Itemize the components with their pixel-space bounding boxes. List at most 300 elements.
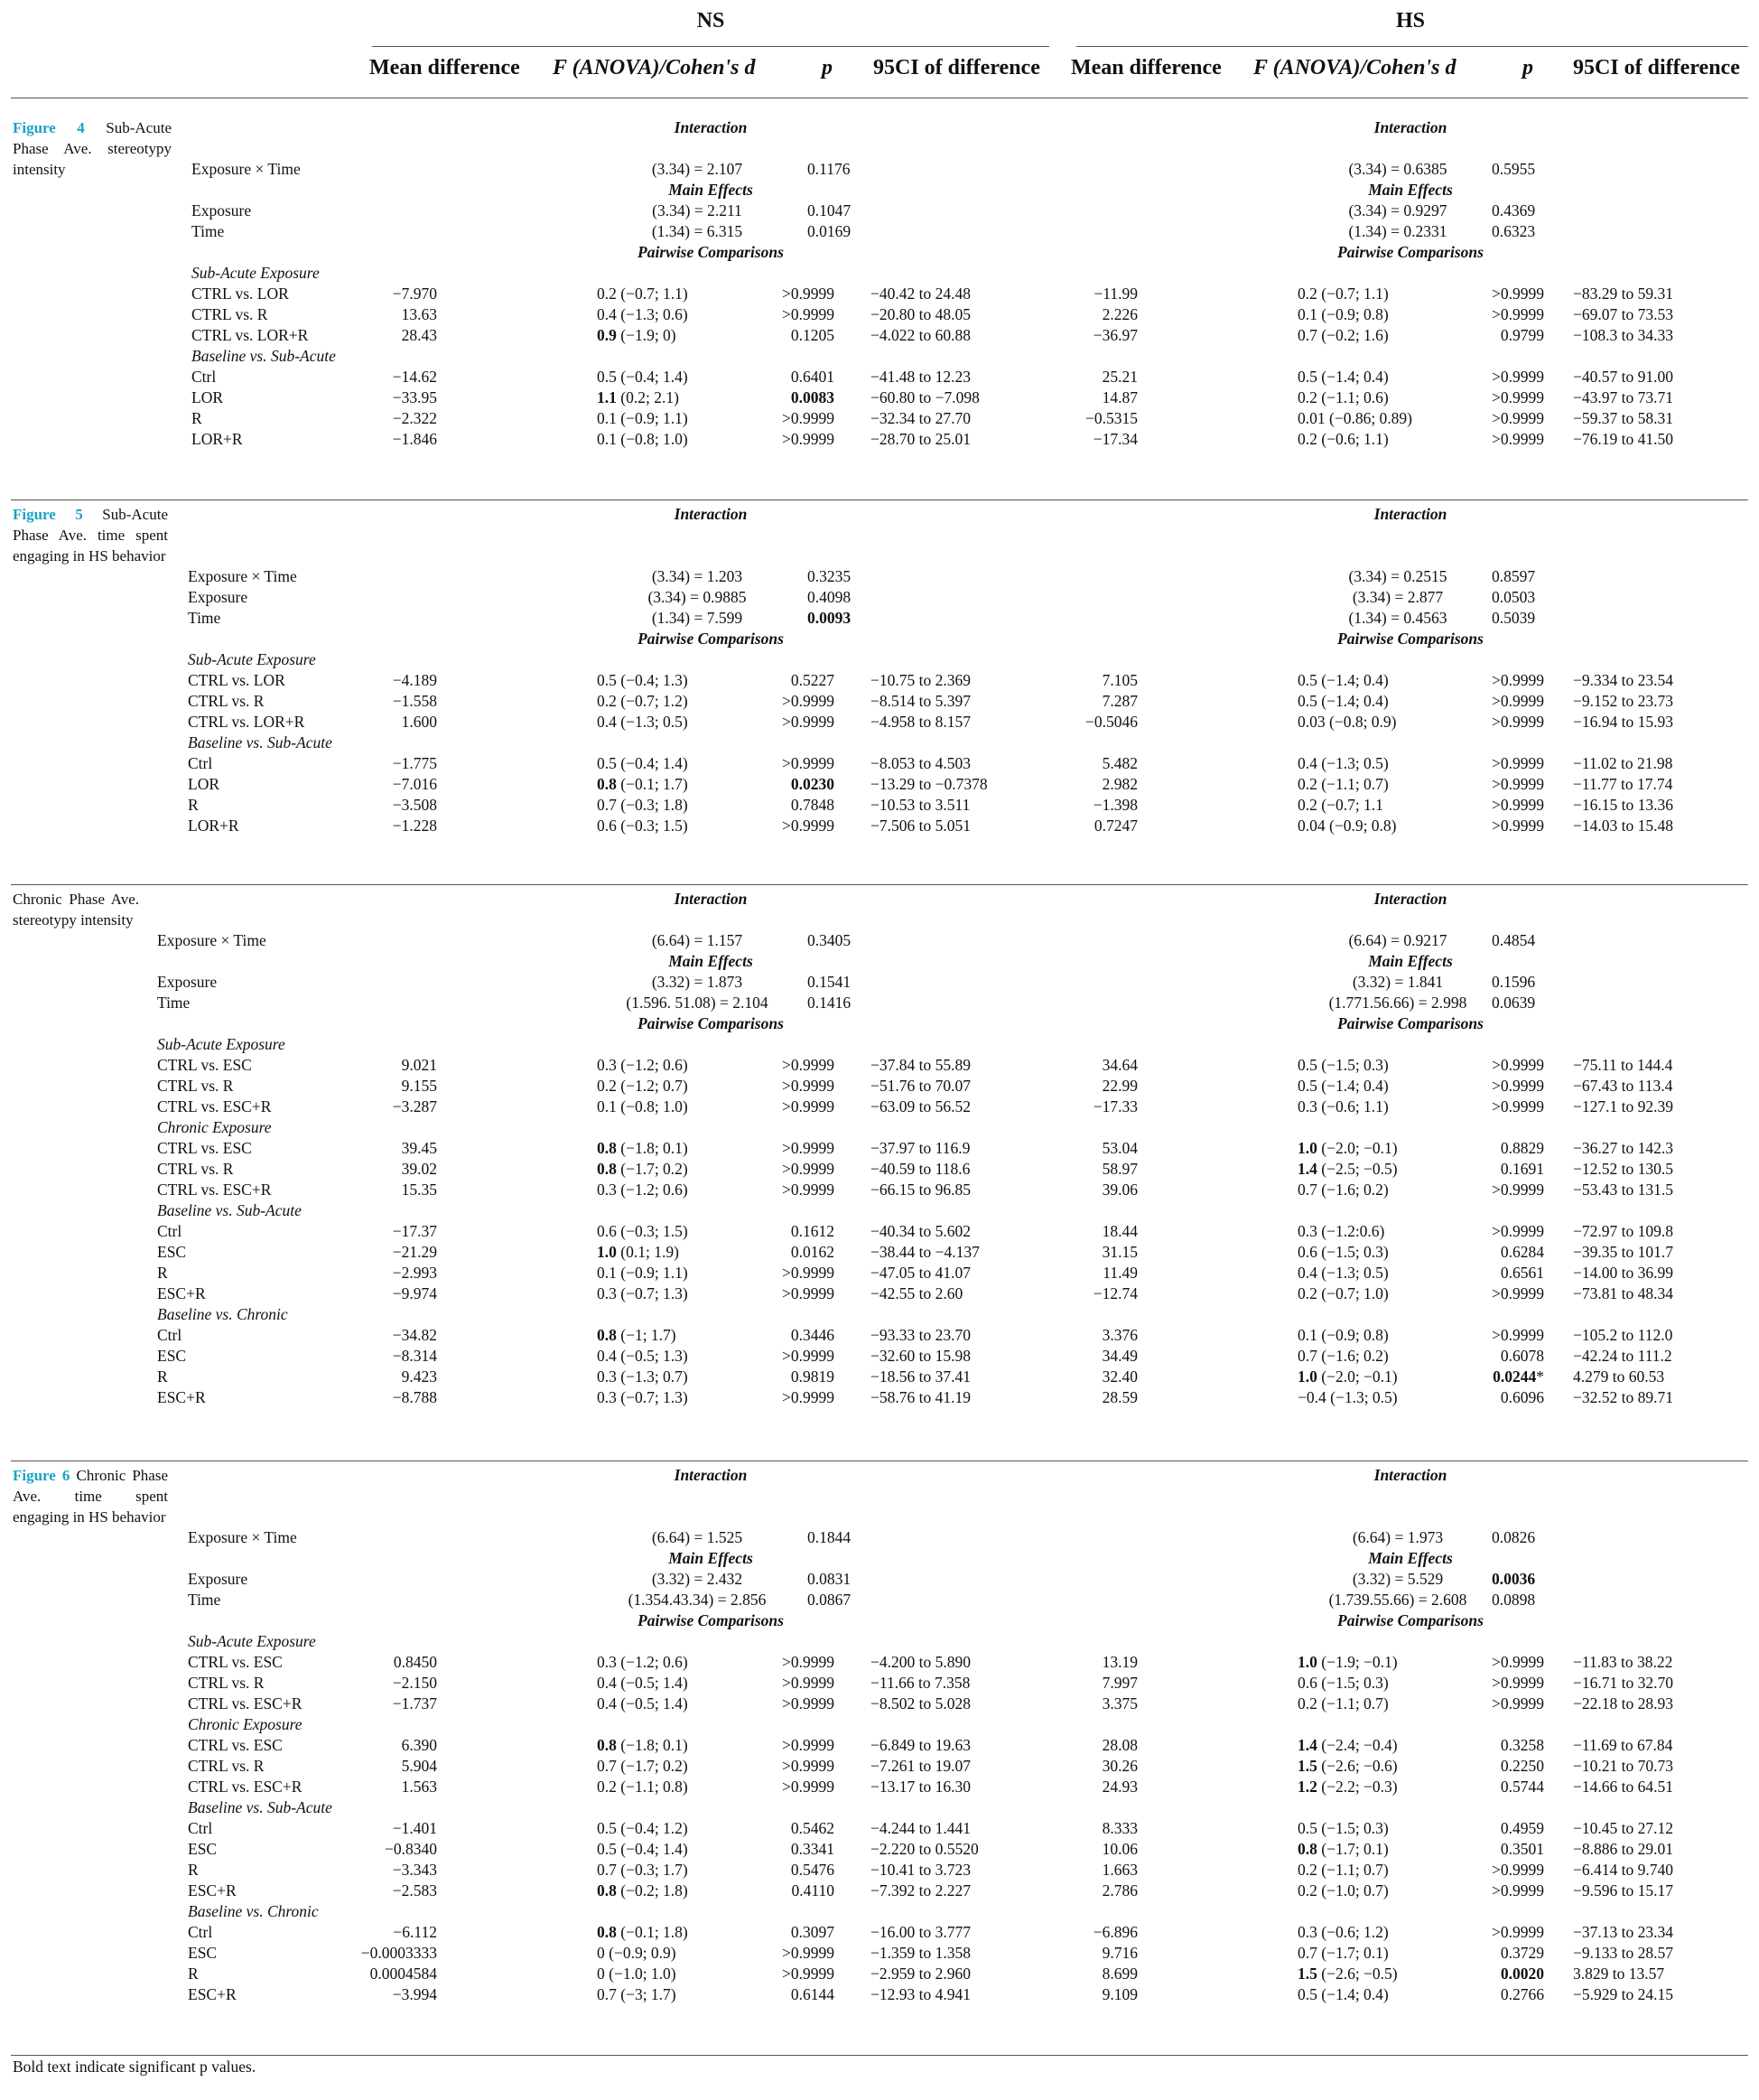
hs-p-value xyxy=(1492,608,1575,629)
ns-subheading: Interaction xyxy=(674,1466,748,1484)
ns-p-text: 0.1844 xyxy=(807,1528,852,1546)
ns-mean-diff: 1.563 xyxy=(401,1778,437,1796)
hs-p-text: >0.9999 xyxy=(1492,1222,1544,1240)
hs-p-value xyxy=(1492,566,1575,587)
ns-p-text: 0.6144 xyxy=(790,1985,834,2003)
ns-rule xyxy=(372,46,1049,47)
ns-subheading: Main Effects xyxy=(668,181,753,199)
table-row xyxy=(11,1486,1748,1507)
hs-p-text: 0.0826 xyxy=(1492,1528,1536,1546)
hs-f-value xyxy=(1298,1387,1398,1408)
hs-f-value xyxy=(1298,1694,1389,1714)
ns-mean-diff: −17.37 xyxy=(392,1222,437,1240)
table-row xyxy=(11,221,1748,242)
row-label: LOR xyxy=(188,775,219,793)
hs-ci: −59.37 to 58.31 xyxy=(1573,409,1673,427)
row-label: Ctrl xyxy=(188,1923,213,1941)
ns-f-bold: 0.8 xyxy=(597,1736,617,1754)
ns-f-value xyxy=(597,1159,688,1180)
hs-p-mark: * xyxy=(1536,1367,1544,1386)
hs-f-bold: 1.5 xyxy=(1298,1757,1317,1775)
hs-ci: −6.414 to 9.740 xyxy=(1573,1861,1673,1879)
ns-header: NS xyxy=(696,9,725,33)
subheading-row xyxy=(11,117,1748,138)
hs-mean-diff: 32.40 xyxy=(1102,1367,1138,1386)
hs-mean-diff: 9.109 xyxy=(1102,1985,1138,2003)
hs-mean-diff: 58.97 xyxy=(1102,1160,1138,1178)
ns-f-value xyxy=(597,408,688,429)
hs-f-bold: 1.4 xyxy=(1298,1160,1317,1178)
ns-p-value xyxy=(762,1055,834,1076)
table-row xyxy=(11,1527,1748,1548)
ns-p-text: >0.9999 xyxy=(782,409,834,427)
ns-f-value xyxy=(597,1097,688,1117)
table-row xyxy=(11,1673,1748,1694)
ns-f-value xyxy=(597,1346,688,1367)
hs-f-value xyxy=(1298,1325,1389,1346)
hs-p-value xyxy=(1461,1346,1544,1367)
hs-f-text: (1.739.55.66) = 2.608 xyxy=(1328,1591,1467,1609)
ns-f-value xyxy=(597,1263,688,1283)
table-row xyxy=(11,201,1748,221)
hs-p-value xyxy=(1461,408,1544,429)
ns-mean-diff: −33.95 xyxy=(392,388,437,406)
table-section xyxy=(11,116,1748,502)
ns-f-value xyxy=(597,1242,679,1263)
ns-mean-diff: −0.0003333 xyxy=(360,1944,437,1962)
hs-p-value xyxy=(1461,753,1544,774)
ns-f-text: (3.32) = 2.432 xyxy=(651,1570,743,1588)
hs-subheading: Interaction xyxy=(1373,118,1447,136)
hs-p-text: >0.9999 xyxy=(1492,1923,1544,1941)
hs-p-text: 0.4959 xyxy=(1500,1819,1544,1837)
row-label: Time xyxy=(188,1591,221,1609)
hs-f-text: (1.34) = 0.2331 xyxy=(1348,222,1447,240)
hs-f-text: (6.64) = 0.9217 xyxy=(1348,931,1447,949)
ns-p-value xyxy=(762,325,834,346)
ns-subheading: Main Effects xyxy=(668,1549,753,1567)
subheading-row xyxy=(11,242,1748,263)
hs-f-text: (3.34) = 0.2515 xyxy=(1348,567,1447,585)
ns-f-value xyxy=(597,753,688,774)
row-label: ESC xyxy=(188,1944,218,1962)
row-label: CTRL vs. ESC+R xyxy=(157,1097,272,1115)
ns-p-text: 0.1612 xyxy=(790,1222,834,1240)
table-row xyxy=(11,1839,1748,1860)
group-label: Baseline vs. Sub-Acute xyxy=(188,1798,332,1816)
hs-p-value xyxy=(1461,1138,1544,1159)
hs-ci: −16.15 to 13.36 xyxy=(1573,796,1673,814)
ns-mean-diff: 9.155 xyxy=(401,1077,437,1095)
ns-subheading: Pairwise Comparisons xyxy=(638,243,784,261)
hs-subheading: Pairwise Comparisons xyxy=(1337,630,1484,648)
hs-ci: −42.24 to 111.2 xyxy=(1573,1347,1672,1365)
ns-p-text: >0.9999 xyxy=(782,1965,834,1983)
hs-p-text: 0.1596 xyxy=(1492,973,1536,991)
hs-ci: −10.45 to 27.12 xyxy=(1573,1819,1673,1837)
hs-mean-diff: −12.74 xyxy=(1093,1284,1138,1302)
ns-ci: −13.17 to 16.30 xyxy=(870,1778,971,1796)
hs-p-value xyxy=(1461,1673,1544,1694)
table-row xyxy=(11,159,1748,180)
hs-p-bold: 0.0036 xyxy=(1492,1570,1536,1588)
ns-mean-diff: −3.994 xyxy=(392,1985,437,2003)
hs-p-text: 0.0898 xyxy=(1492,1591,1536,1609)
ns-f-value xyxy=(597,387,679,408)
ns-f-text: 0.4 (−0.5; 1.4) xyxy=(597,1674,688,1692)
hs-p-text: >0.9999 xyxy=(1492,1181,1544,1199)
hs-p-value xyxy=(1461,325,1544,346)
ns-p-value xyxy=(762,1242,834,1263)
ns-f-value xyxy=(626,993,768,1013)
hs-f-text: 0.3 (−0.6; 1.1) xyxy=(1298,1097,1389,1115)
section-title: Chronic Phase Ave. time spent engaging in HS behavior xyxy=(13,1467,168,1526)
ns-p-value xyxy=(762,1735,834,1756)
ns-f-text: 0.3 (−1.2; 0.6) xyxy=(597,1181,688,1199)
hs-p-value xyxy=(1461,1076,1544,1097)
hs-p-text: >0.9999 xyxy=(1492,1861,1544,1879)
hs-f-value xyxy=(1348,221,1447,242)
ns-ci: −7.261 to 19.07 xyxy=(870,1757,971,1775)
ns-f-value xyxy=(628,1590,767,1610)
table-row xyxy=(11,1922,1748,1943)
col-f-hs: F (ANOVA)/Cohen's d xyxy=(1253,56,1457,79)
hs-p-text: 0.6078 xyxy=(1500,1347,1544,1365)
ns-p-value xyxy=(807,566,880,587)
ns-p-text: >0.9999 xyxy=(782,1181,834,1199)
col-ci-ns: 95CI of difference xyxy=(873,56,1040,79)
hs-ci: −11.77 to 17.74 xyxy=(1573,775,1673,793)
group-row xyxy=(11,1714,1748,1735)
hs-p-value xyxy=(1461,1922,1544,1943)
ns-mean-diff: −21.29 xyxy=(392,1243,437,1261)
group-label: Sub-Acute Exposure xyxy=(157,1035,285,1053)
ns-mean-diff: −34.82 xyxy=(392,1326,437,1344)
row-label: Ctrl xyxy=(188,1819,213,1837)
hs-p-value xyxy=(1461,1652,1544,1673)
group-label: Chronic Exposure xyxy=(188,1715,302,1733)
hs-p-value xyxy=(1461,1839,1544,1860)
row-label: CTRL vs. R xyxy=(157,1160,234,1178)
ns-f-value xyxy=(597,1387,688,1408)
ns-f-value xyxy=(597,1180,688,1200)
ns-mean-diff: −1.846 xyxy=(392,430,437,448)
row-label: R xyxy=(157,1264,168,1282)
hs-p-value xyxy=(1492,221,1575,242)
hs-mean-diff: 14.87 xyxy=(1102,388,1138,406)
ns-mean-diff: −1.775 xyxy=(392,754,437,772)
ns-p-value xyxy=(762,670,834,691)
hs-f-text: 0.5 (−1.4; 0.4) xyxy=(1298,671,1389,689)
hs-p-value xyxy=(1461,1694,1544,1714)
ns-p-value xyxy=(762,1387,834,1408)
hs-f-text: −0.4 (−1.3; 0.5) xyxy=(1298,1388,1398,1406)
hs-p-value xyxy=(1492,993,1575,1013)
hs-mean-diff: −36.97 xyxy=(1093,326,1138,344)
figure-link: Figure 6 xyxy=(13,1467,70,1484)
ns-p-text: 0.0169 xyxy=(807,222,852,240)
hs-p-value xyxy=(1461,1055,1544,1076)
hs-p-text: >0.9999 xyxy=(1492,305,1544,323)
ns-f-text: 0.3 (−0.7; 1.3) xyxy=(597,1284,688,1302)
hs-p-text: >0.9999 xyxy=(1492,409,1544,427)
hs-ci: −11.83 to 38.22 xyxy=(1573,1653,1673,1671)
subheading-row xyxy=(11,1548,1748,1569)
row-label: ESC+R xyxy=(157,1388,206,1406)
table-row xyxy=(11,753,1748,774)
hs-header: HS xyxy=(1395,9,1426,33)
hs-ci: −43.97 to 73.71 xyxy=(1573,388,1673,406)
hs-f-text: 0.6 (−1.5; 0.3) xyxy=(1298,1243,1389,1261)
hs-p-value xyxy=(1461,1881,1544,1901)
ns-p-value xyxy=(762,1138,834,1159)
col-p-ns: p xyxy=(822,56,833,79)
ns-p-value xyxy=(762,1263,834,1283)
hs-p-text: >0.9999 xyxy=(1492,796,1544,814)
group-label: Baseline vs. Sub-Acute xyxy=(157,1201,302,1219)
ns-f-text: 0.3 (−0.7; 1.3) xyxy=(597,1388,688,1406)
group-label: Baseline vs. Sub-Acute xyxy=(188,733,332,751)
ns-f-text: 0.7 (−1.7; 0.2) xyxy=(597,1757,688,1775)
hs-mean-diff: 10.06 xyxy=(1102,1840,1138,1858)
ns-f-value xyxy=(597,429,688,450)
hs-f-value xyxy=(1298,1756,1398,1777)
ns-f-text: (6.64) = 1.525 xyxy=(651,1528,743,1546)
hs-p-bold: 0.0020 xyxy=(1500,1965,1544,1983)
ns-mean-diff: 9.021 xyxy=(401,1056,437,1074)
hs-p-text: >0.9999 xyxy=(1492,817,1544,835)
table-row xyxy=(11,1964,1748,1984)
ns-mean-diff: −1.558 xyxy=(392,692,437,710)
hs-ci: −9.596 to 15.17 xyxy=(1573,1881,1673,1899)
hs-subheading: Main Effects xyxy=(1368,1549,1453,1567)
ns-p-text: >0.9999 xyxy=(782,1736,834,1754)
subheading-row xyxy=(11,504,1748,525)
table-row xyxy=(11,1346,1748,1367)
ns-p-value xyxy=(762,1367,834,1387)
ns-p-text: 0.1541 xyxy=(807,973,852,991)
hs-p-text: >0.9999 xyxy=(1492,1881,1544,1899)
table-row xyxy=(11,587,1748,608)
ns-f-text: (−0.2; 1.8) xyxy=(616,1881,688,1899)
hs-f-value xyxy=(1329,993,1467,1013)
group-row xyxy=(11,1797,1748,1818)
hs-mean-diff: −6.896 xyxy=(1093,1923,1138,1941)
hs-mean-diff: 5.482 xyxy=(1102,754,1138,772)
row-label: CTRL vs. LOR xyxy=(191,285,289,303)
hs-ci: −105.2 to 112.0 xyxy=(1573,1326,1673,1344)
ns-p-text: 0.7848 xyxy=(790,796,834,814)
ns-ci: −40.42 to 24.48 xyxy=(870,285,971,303)
hs-mean-diff: 31.15 xyxy=(1102,1243,1138,1261)
ns-f-value xyxy=(597,1735,688,1756)
ns-f-text: 0.5 (−0.4; 1.4) xyxy=(597,754,688,772)
group-row xyxy=(11,1034,1748,1055)
hs-f-text: 0.4 (−1.3; 0.5) xyxy=(1298,1264,1389,1282)
hs-p-value xyxy=(1492,1590,1575,1610)
ns-ci: −4.958 to 8.157 xyxy=(870,713,971,731)
ns-f-value xyxy=(652,566,742,587)
hs-f-value xyxy=(1298,1159,1398,1180)
hs-f-text: 0.2 (−1.1; 0.7) xyxy=(1298,775,1389,793)
ns-mean-diff: −2.322 xyxy=(392,409,437,427)
ns-p-text: 0.4098 xyxy=(807,588,852,606)
ns-f-value xyxy=(597,1922,688,1943)
hs-f-value xyxy=(1348,159,1447,180)
hs-f-value xyxy=(1298,712,1397,733)
ns-p-text: >0.9999 xyxy=(782,1653,834,1671)
group-row xyxy=(11,263,1748,284)
hs-p-value xyxy=(1492,1527,1575,1548)
table-row xyxy=(11,1159,1748,1180)
hs-mean-diff: 7.997 xyxy=(1102,1674,1138,1692)
ns-f-text: 0.6 (−0.3; 1.5) xyxy=(597,1222,688,1240)
ns-mean-diff: 28.43 xyxy=(401,326,437,344)
ns-f-text: (0.2; 2.1) xyxy=(616,388,679,406)
hs-f-text: 0.2 (−1.0; 0.7) xyxy=(1298,1881,1389,1899)
hs-p-value xyxy=(1461,1367,1544,1387)
figure-link: Figure 4 xyxy=(13,119,85,136)
hs-p-value xyxy=(1461,284,1544,304)
ns-ci: −93.33 to 23.70 xyxy=(870,1326,971,1344)
subheading-row xyxy=(11,951,1748,972)
hs-p-value xyxy=(1461,1242,1544,1263)
hs-mean-diff: 7.105 xyxy=(1102,671,1138,689)
footnote: Bold text indicate significant p values. xyxy=(13,2058,256,2076)
table-page xyxy=(11,7,1748,2094)
ns-f-text: (1.34) = 6.315 xyxy=(651,222,743,240)
hs-p-text: 0.9799 xyxy=(1500,326,1544,344)
hs-p-text: 0.4369 xyxy=(1492,201,1536,219)
ns-p-value xyxy=(762,429,834,450)
table-row xyxy=(11,367,1748,387)
ns-mean-diff: 39.45 xyxy=(401,1139,437,1157)
ns-f-bold: 1.1 xyxy=(597,388,617,406)
ns-p-text: 0.3446 xyxy=(790,1326,834,1344)
ns-mean-diff: −1.737 xyxy=(392,1694,437,1713)
ns-p-value xyxy=(762,1756,834,1777)
hs-p-text: 0.4854 xyxy=(1492,931,1536,949)
row-label: CTRL vs. ESC xyxy=(157,1056,252,1074)
hs-f-text: 0.5 (−1.4; 0.4) xyxy=(1298,1077,1389,1095)
ns-p-text: 0.5462 xyxy=(790,1819,834,1837)
hs-p-value xyxy=(1461,1756,1544,1777)
ns-f-text: 0.7 (−0.3; 1.8) xyxy=(597,796,688,814)
table-row xyxy=(11,546,1748,566)
ns-p-text: 0.9819 xyxy=(790,1367,834,1386)
hs-subheading: Pairwise Comparisons xyxy=(1337,1014,1484,1032)
hs-f-text: (3.32) = 1.841 xyxy=(1352,973,1444,991)
ns-p-text: 0.3405 xyxy=(807,931,852,949)
ns-p-text: >0.9999 xyxy=(782,1139,834,1157)
hs-mean-diff: 8.333 xyxy=(1102,1819,1138,1837)
table-row xyxy=(11,1283,1748,1304)
ns-p-value xyxy=(762,1881,834,1901)
ns-p-text: >0.9999 xyxy=(782,1264,834,1282)
table-row xyxy=(11,1263,1748,1283)
hs-f-text: (−2.4; −0.4) xyxy=(1317,1736,1398,1754)
hs-f-value xyxy=(1298,1076,1389,1097)
ns-p-value xyxy=(807,972,880,993)
ns-f-text: 0 (−0.9; 0.9) xyxy=(597,1944,676,1962)
ns-ci: −10.41 to 3.723 xyxy=(870,1861,971,1879)
row-label: ESC+R xyxy=(157,1284,206,1302)
ns-p-value xyxy=(762,1860,834,1881)
ns-mean-diff: 6.390 xyxy=(401,1736,437,1754)
hs-f-text: (1.34) = 0.4563 xyxy=(1348,609,1447,627)
row-label: R xyxy=(188,1965,199,1983)
ns-f-value xyxy=(597,1076,688,1097)
hs-p-value xyxy=(1461,1097,1544,1117)
subheading-row xyxy=(11,180,1748,201)
row-label: Ctrl xyxy=(157,1222,182,1240)
hs-f-text: (−2.0; −0.1) xyxy=(1317,1367,1398,1386)
hs-ci: −76.19 to 41.50 xyxy=(1573,430,1673,448)
hs-f-text: 0.2 (−1.1; 0.7) xyxy=(1298,1694,1389,1713)
row-label: CTRL vs. ESC+R xyxy=(188,1694,302,1713)
ns-f-value xyxy=(597,325,676,346)
ns-ci: −1.359 to 1.358 xyxy=(870,1944,971,1962)
hs-p-value xyxy=(1492,159,1575,180)
ns-p-value xyxy=(762,1325,834,1346)
hs-f-bold: 1.2 xyxy=(1298,1778,1317,1796)
ns-f-value xyxy=(652,972,742,993)
hs-f-value xyxy=(1348,566,1447,587)
hs-f-value xyxy=(1353,587,1443,608)
hs-p-value xyxy=(1461,1283,1544,1304)
hs-f-value xyxy=(1298,1943,1389,1964)
ns-f-value xyxy=(597,1138,688,1159)
ns-p-value xyxy=(762,1673,834,1694)
hs-f-bold: 1.0 xyxy=(1298,1367,1317,1386)
hs-mean-diff: 34.49 xyxy=(1102,1347,1138,1365)
hs-f-text: (1.771.56.66) = 2.998 xyxy=(1328,994,1467,1012)
hs-p-value xyxy=(1461,387,1544,408)
ns-f-value xyxy=(597,1839,688,1860)
ns-mean-diff: 1.600 xyxy=(401,713,437,731)
hs-f-text: 0.5 (−1.4; 0.4) xyxy=(1298,368,1389,386)
figure-link: Figure 5 xyxy=(13,506,83,523)
hs-ci: −73.81 to 48.34 xyxy=(1573,1284,1673,1302)
row-label: Exposure xyxy=(188,1570,248,1588)
hs-p-text: 0.3729 xyxy=(1500,1944,1544,1962)
hs-p-text: >0.9999 xyxy=(1492,1326,1544,1344)
hs-p-value xyxy=(1461,712,1544,733)
ns-p-value xyxy=(762,1159,834,1180)
ns-f-value xyxy=(652,1569,742,1590)
ns-ci: −47.05 to 41.07 xyxy=(870,1264,971,1282)
hs-p-value xyxy=(1461,304,1544,325)
group-row xyxy=(11,733,1748,753)
table-row xyxy=(11,1652,1748,1673)
hs-p-text: >0.9999 xyxy=(1492,388,1544,406)
ns-p-value xyxy=(762,408,834,429)
ns-p-bold: 0.0230 xyxy=(790,775,834,793)
table-row xyxy=(11,1860,1748,1881)
hs-ci: −9.334 to 23.54 xyxy=(1573,671,1673,689)
hs-p-text: >0.9999 xyxy=(1492,1097,1544,1115)
ns-f-text: 0.7 (−0.3; 1.7) xyxy=(597,1861,688,1879)
ns-p-text: 0.4110 xyxy=(791,1881,834,1899)
ns-ci: −13.29 to −0.7378 xyxy=(870,775,988,793)
hs-f-value xyxy=(1298,1860,1389,1881)
hs-p-text: 0.5955 xyxy=(1492,160,1536,178)
hs-mean-diff: −17.34 xyxy=(1093,430,1138,448)
hs-ci: −67.43 to 113.4 xyxy=(1573,1077,1673,1095)
hs-mean-diff: 9.716 xyxy=(1102,1944,1138,1962)
row-label: CTRL vs. R xyxy=(157,1077,234,1095)
row-label: LOR xyxy=(191,388,223,406)
